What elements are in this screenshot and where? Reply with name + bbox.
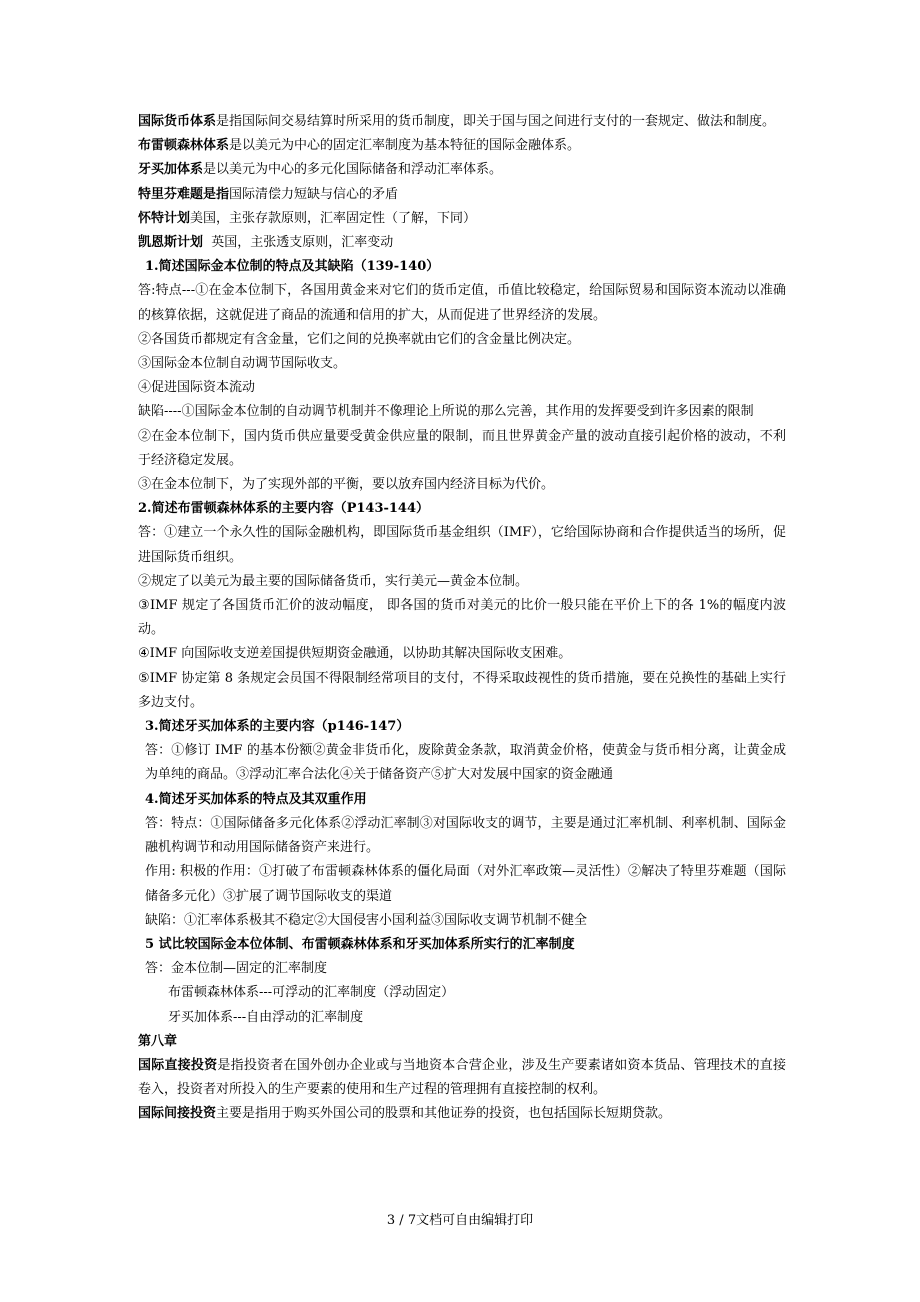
- chapter-heading: 第八章: [138, 1033, 178, 1049]
- answer-line: ⑤IMF 协定第 8 条规定会员国不得限制经常项目的支付，不得采取歧视性的货币措施，要在兑换性的基础上实行多边支付。: [138, 670, 786, 710]
- answer-line: ③在金本位制下，为了实现外部的平衡，要以放弃国内经济目标为代价。: [138, 477, 555, 493]
- page-footer: 3 / 7文档可自由编辑打印: [386, 1213, 534, 1228]
- answer-line: ④IMF 向国际收支逆差国提供短期资金融通，以协助其解决国际收支困难。: [138, 646, 572, 662]
- definition-paragraph: [138, 207, 786, 231]
- answer-subline: 布雷顿森林体系---可浮动的汇率制度（浮动固定）: [168, 985, 455, 1001]
- answer-line: ③IMF 规定了各国货币汇价的波动幅度， 即各国的货币对美元的比价一般只能在平价上下的各 1%的幅度内波动。: [138, 598, 786, 638]
- definition-text: 是以美元为中心的固定汇率制度为基本特征的国际金融体系。: [229, 138, 581, 154]
- answer-line: 缺陷----①国际金本位制的自动调节机制并不像理论上所说的那么完善，其作用的发挥要受到许多因素的限制: [138, 404, 754, 420]
- definition-paragraph: [138, 1054, 786, 1102]
- definition-text: 是以美元为中心的多元化国际储备和浮动汇率体系。: [203, 162, 503, 178]
- definition-text: 是指国际间交易结算时所采用的货币制度，即关于国与国之间进行支付的一套规定、做法和制度。: [216, 114, 776, 129]
- definition-paragraph: [138, 183, 786, 207]
- answer-line: 作用: 积极的作用：①打破了布雷顿森林体系的僵化局面（对外汇率政策—灵活性）②解决了特里芬难题（国际储备多元化）③扩展了调节国际收支的渠道: [145, 864, 786, 904]
- answer-line: 缺陷：①汇率体系极其不稳定②大国侵害小国利益③国际收支调节机制不健全: [145, 912, 588, 928]
- answer-line: ②在金本位制下，国内货币供应量要受黄金供应量的限制，而且世界黄金产量的波动直接引起价格的波动，不利于经济稳定发展。: [138, 428, 786, 468]
- term: 国际直接投资: [138, 1057, 218, 1073]
- definition-text: 英国，主张透支原则，汇率变动: [203, 235, 394, 251]
- answer-line: 答：金本位制—固定的汇率制度: [145, 961, 328, 977]
- answer-line: ②各国货币都规定有含金量，它们之间的兑换率就由它们的含金量比例决定。: [138, 331, 581, 347]
- question-title: 5 试比较国际金本位体制、布雷顿森林体系和牙买加体系所实行的汇率制度: [145, 936, 575, 952]
- answer-line: 答：特点：①国际储备多元化体系②浮动汇率制③对国际收支的调节，主要是通过汇率机制、利率机制、国际金融机构调节和动用国际储备资产来进行。: [145, 815, 786, 856]
- definition-text: 美国，主张存款原则，汇率固定性（了解，下同）: [190, 210, 477, 226]
- term: 国际间接投资: [138, 1106, 217, 1122]
- answer-subline: 牙买加体系---自由浮动的汇率制度: [168, 1009, 364, 1025]
- definition-paragraph: [138, 231, 786, 255]
- term: 牙买加体系: [138, 162, 204, 178]
- definition-paragraph: [138, 134, 786, 158]
- answer-line: ③国际金本位制自动调节国际收支。: [138, 356, 347, 372]
- term: 怀特计划: [138, 210, 191, 226]
- question-title: 3.简述牙买加体系的主要内容（p146-147）: [145, 719, 410, 735]
- question-title: 1.简述国际金本位制的特点及其缺陷（139-140）: [145, 259, 440, 275]
- answer-line: 答：①建立一个永久性的国际金融机构，即国际货币基金组织（IMF），它给国际协商和合作提供适当的场所，促进国际货币组织。: [138, 525, 786, 565]
- document-page: [138, 110, 786, 1127]
- question-title: 4.简述牙买加体系的特点及其双重作用: [145, 791, 367, 807]
- definition-paragraph: [138, 110, 786, 134]
- definition-paragraph: [138, 1102, 786, 1126]
- definition-text: 是指投资者在国外创办企业或与当地资本合营企业，涉及生产要素诸如资本货品、管理技术的直接卷入，投资者对所投入的生产要素的使用和生产过程的管理拥有直接控制的权利。: [138, 1057, 786, 1098]
- answer-line: 答：①修订 IMF 的基本份额②黄金非货币化，废除黄金条款，取消黄金价格，使黄金与货币相分离，让黄金成为单纯的商品。③浮动汇率合法化④关于储备资产⑤扩大对发展中国家的资金融通: [145, 743, 786, 783]
- term: 特里芬难题是指: [138, 186, 230, 202]
- answer-line: ④促进国际资本流动: [138, 380, 256, 396]
- term: 布雷顿森林体系: [138, 138, 230, 154]
- answer-line: 答:特点---①在金本位制下，各国用黄金来对它们的货币定值，币值比较稳定，给国际贸易和国际资本流动以准确的核算依据，这就促进了商品的流通和信用的扩大，从而促进了世界经济的发展。: [138, 283, 786, 323]
- term: 凯恩斯计划: [138, 235, 204, 251]
- definition-text: 国际清偿力短缺与信心的矛盾: [229, 186, 399, 202]
- question-title: 2.简述布雷顿森林体系的主要内容（P143-144）: [138, 501, 430, 517]
- definition-text: 主要是指用于购买外国公司的股票和其他证券的投资，也包括国际长短期贷款。: [216, 1106, 672, 1122]
- definition-paragraph: [138, 158, 786, 182]
- answer-line: ②规定了以美元为最主要的国际储备货币，实行美元—黄金本位制。: [138, 573, 529, 589]
- term: 国际货币体系: [138, 114, 217, 129]
